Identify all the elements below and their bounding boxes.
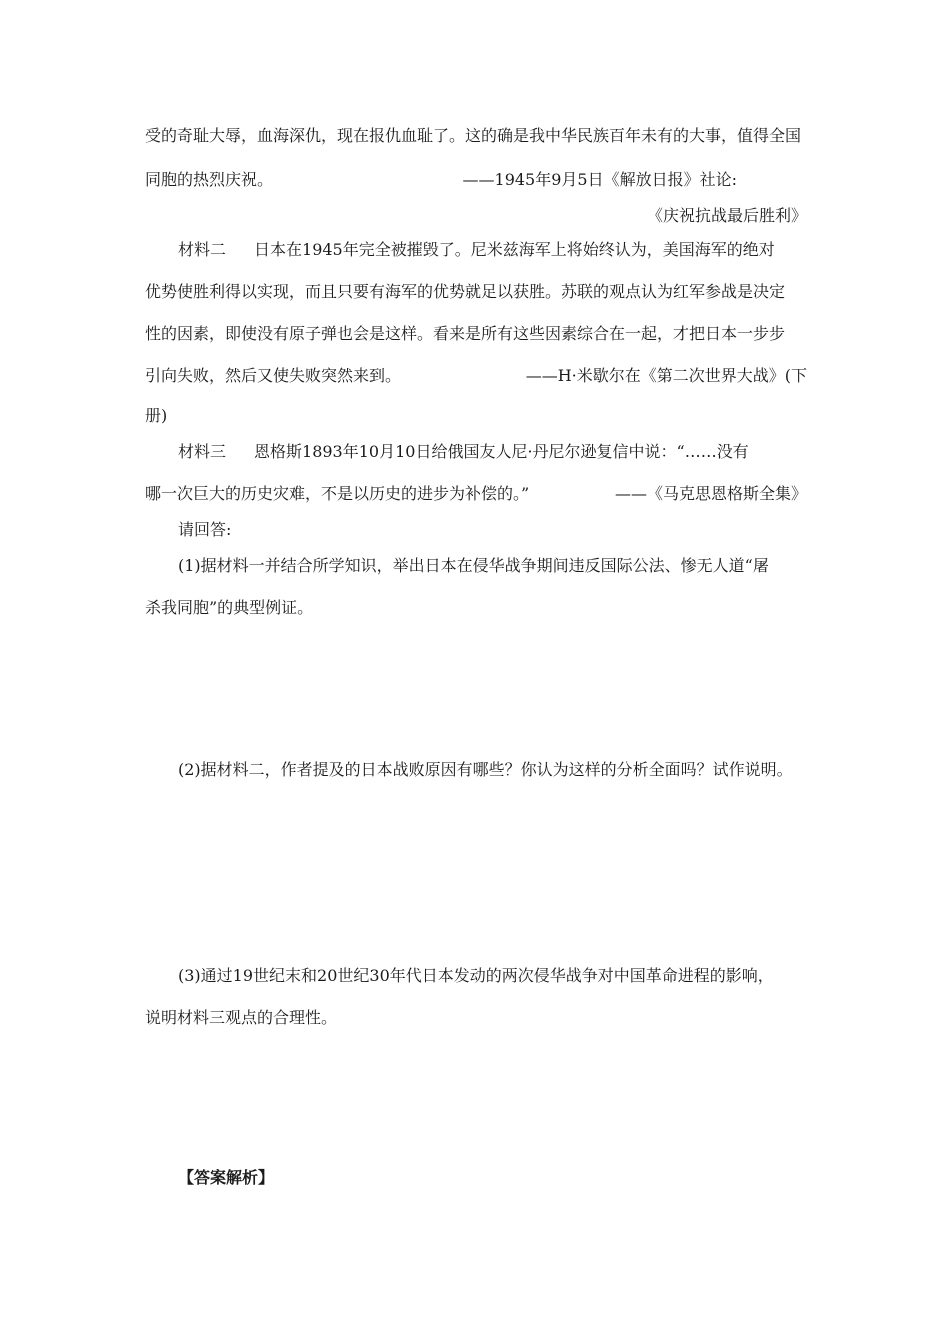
material3-line2-text: 哪一次巨大的历史灾难，不是以历史的进步为补偿的。” (145, 484, 530, 503)
material3-line1-text: 恩格斯1893年10月10日给俄国友人尼·丹尼尔逊复信中说：“……没有 (254, 442, 749, 461)
q2-line1: (2)据材料二，作者提及的日本战败原因有哪些？你认为这样的分析全面吗？试作说明。 (178, 760, 793, 779)
material1-line1: 受的奇耻大辱，血海深仇，现在报仇血耻了。这的确是我中华民族百年未有的大事，值得全国 (145, 126, 802, 145)
material3-line2 (145, 482, 807, 506)
material1-source: ——1945年9月5日《解放日报》社论: (462, 170, 737, 189)
material3-source: ——《马克思恩格斯全集》 (614, 484, 807, 503)
material2-label: 材料二 (178, 240, 227, 259)
q3-line1: (3)通过19世纪末和20世纪30年代日本发动的两次侵华战争对中国革命进程的影响， (178, 966, 774, 985)
material1-line2-text: 同胞的热烈庆祝。 (145, 170, 274, 189)
q1-line1: (1)据材料一并结合所学知识，举出日本在侵华战争期间违反国际公法、惨无人道“屠 (178, 556, 769, 575)
answer-heading: 【答案解析】 (178, 1168, 275, 1187)
material1-line2 (145, 168, 807, 192)
material2-line1-text: 日本在1945年完全被摧毁了。尼米兹海军上将始终认为，美国海军的绝对 (254, 240, 775, 259)
material2-line4-text: 引向失败，然后又使失败突然来到。 (145, 366, 402, 385)
material3-line1 (178, 440, 807, 464)
material1-source-title: 《庆祝抗战最后胜利》 (646, 206, 807, 225)
material2-source-cont: 册) (145, 406, 168, 425)
q3-line2: 说明材料三观点的合理性。 (145, 1008, 338, 1027)
material2-line3: 性的因素，即使没有原子弹也会是这样。看来是所有这些因素综合在一起，才把日本一步步 (145, 324, 786, 343)
material3-label: 材料三 (178, 442, 227, 461)
material2-line2: 优势使胜利得以实现，而且只要有海军的优势就足以获胜。苏联的观点认为红军参战是决定 (145, 282, 786, 301)
q1-line2: 杀我同胞”的典型例证。 (145, 598, 314, 617)
material2-line4 (145, 364, 807, 388)
question-prompt: 请回答: (178, 520, 232, 539)
material2-line1 (178, 238, 807, 262)
material2-source: ——H·米歇尔在《第二次世界大战》(下 (525, 366, 807, 385)
